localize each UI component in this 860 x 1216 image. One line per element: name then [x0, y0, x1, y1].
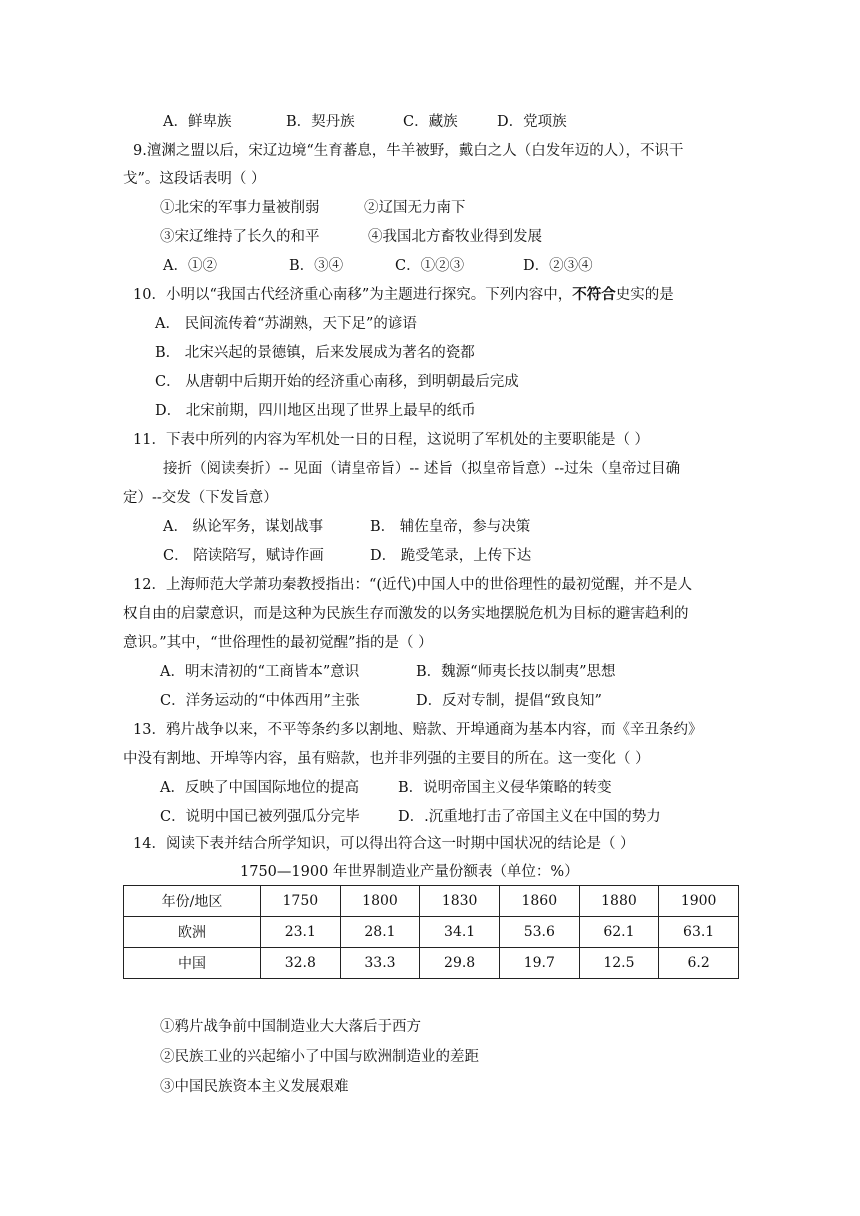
q8-option-d: D．党项族	[497, 114, 567, 130]
q12-stem-line2: 权自由的启蒙意识，而是这种为民族生存而激发的以务实地摆脱危机为目标的避害趋利的	[123, 606, 689, 622]
q11-stem: 11．下表中所列的内容为军机处一日的日程，这说明了军机处的主要职能是（ ）	[133, 432, 650, 448]
q13-stem-line1: 13．鸦片战争以来，不平等条约多以割地、赔款、开埠通商为基本内容，而《辛丑条约》	[133, 722, 703, 738]
q14-statement-2: ②民族工业的兴起缩小了中国与欧洲制造业的差距	[160, 1049, 479, 1065]
table-header-cell: 1880	[579, 886, 659, 917]
table-cell: 12.5	[579, 948, 659, 979]
table-header-cell: 1800	[340, 886, 420, 917]
q14-stem: 14．阅读下表并结合所学知识，可以得出符合这一时期中国状况的结论是（ ）	[133, 836, 635, 852]
q8-option-a: A．鲜卑族	[163, 114, 232, 130]
table-cell: 19.7	[499, 948, 579, 979]
q13-option-a: A．反映了中国国际地位的提高	[160, 780, 359, 796]
table-cell: 53.6	[499, 917, 579, 948]
table-header-cell: 1860	[499, 886, 579, 917]
table-row	[124, 917, 739, 948]
table-header-cell: 1830	[420, 886, 500, 917]
q12-option-b: B．魏源“师夷长技以制夷”思想	[416, 664, 616, 680]
table-cell: 欧洲	[124, 917, 261, 948]
table-header-cell: 1750	[261, 886, 341, 917]
table-row	[124, 948, 739, 979]
q13-option-c: C．说明中国已被列强瓜分完毕	[160, 809, 360, 825]
table-header-cell: 年份/地区	[124, 886, 261, 917]
table-cell: 63.1	[659, 917, 739, 948]
table-header-row	[124, 886, 739, 917]
q13-stem-line2: 中没有割地、开埠等内容，虽有赔款，也并非列强的主要目的所在。这一变化（ ）	[123, 751, 650, 767]
q12-option-a: A．明末清初的“工商皆本”意识	[160, 664, 360, 680]
q9-stem-line2: 戈”。这段话表明（ ）	[123, 171, 266, 187]
q10-stem-bold: 不符合	[572, 287, 616, 303]
table-cell: 29.8	[420, 948, 500, 979]
q9-option-a: A．①②	[163, 258, 217, 274]
q10-option-a: A． 民间流传着“苏湖熟，天下足”的谚语	[155, 316, 417, 332]
table-cell: 23.1	[261, 917, 341, 948]
q11-schedule-line2: 定）--交发（下发旨意）	[123, 490, 278, 506]
manufacturing-share-table	[123, 885, 739, 979]
table-cell: 6.2	[659, 948, 739, 979]
q11-option-d: D． 跪受笔录，上传下达	[370, 548, 532, 564]
q10-stem-pre: 10．小明以“我国古代经济重心南移”为主题进行探究。下列内容中，	[133, 287, 573, 303]
q10-option-d: D． 北宋前期，四川地区出现了世界上最早的纸币	[155, 403, 476, 419]
q12-option-c: C．洋务运动的“中体西用”主张	[160, 693, 360, 709]
q10-option-b: B． 北宋兴起的景德镇，后来发展成为著名的瓷都	[155, 345, 475, 361]
q9-item-3: ③宋辽维持了长久的和平	[160, 229, 320, 245]
q12-stem-line3: 意识。”其中，“世俗理性的最初觉醒”指的是（ ）	[123, 635, 433, 651]
q11-option-a: A． 纵论军务，谋划战事	[163, 519, 324, 535]
table-cell: 34.1	[420, 917, 500, 948]
table-cell: 中国	[124, 948, 261, 979]
table-caption: 1750—1900 年世界制造业产量份额表（单位：%）	[240, 864, 579, 880]
q9-option-c: C．①②③	[395, 258, 465, 274]
q14-statement-3: ③中国民族资本主义发展艰难	[160, 1079, 349, 1095]
q11-option-b: B． 辅佐皇帝，参与决策	[370, 519, 531, 535]
q10-option-c: C． 从唐朝中后期开始的经济重心南移，到明朝最后完成	[155, 374, 519, 390]
q9-item-2: ②辽国无力南下	[364, 200, 466, 216]
q9-option-d: D．②③④	[523, 258, 593, 274]
table-header-cell: 1900	[659, 886, 739, 917]
q8-option-c: C．藏族	[403, 114, 458, 130]
q9-stem-line1: 9.澶渊之盟以后，宋辽边境“生育蕃息，牛羊被野，戴白之人（白发年迈的人），不识干	[133, 143, 684, 159]
q10-stem-post: 史实的是	[615, 287, 674, 303]
q14-statement-1: ①鸦片战争前中国制造业大大落后于西方	[160, 1019, 421, 1035]
table-cell: 28.1	[340, 917, 420, 948]
q11-option-c: C． 陪读陪写，赋诗作画	[163, 548, 324, 564]
q12-stem-line1: 12．上海师范大学萧功秦教授指出：“(近代)中国人中的世俗理性的最初觉醒，并不是人	[133, 577, 693, 593]
q13-option-d: D．.沉重地打击了帝国主义在中国的势力	[398, 809, 661, 825]
table-cell: 33.3	[340, 948, 420, 979]
q9-item-4: ④我国北方畜牧业得到发展	[368, 229, 542, 245]
q11-schedule-line1: 接折（阅读奏折）-- 见面（请皇帝旨）-- 述旨（拟皇帝旨意）--过朱（皇帝过目确	[163, 461, 681, 477]
q10-stem	[133, 285, 674, 305]
q8-option-b: B．契丹族	[286, 114, 355, 130]
q13-option-b: B．说明帝国主义侵华策略的转变	[398, 780, 612, 796]
q9-item-1: ①北宋的军事力量被削弱	[160, 200, 320, 216]
table-cell: 32.8	[261, 948, 341, 979]
q12-option-d: D．反对专制，提倡“致良知”	[416, 693, 602, 709]
table-cell: 62.1	[579, 917, 659, 948]
q9-option-b: B．③④	[289, 258, 344, 274]
